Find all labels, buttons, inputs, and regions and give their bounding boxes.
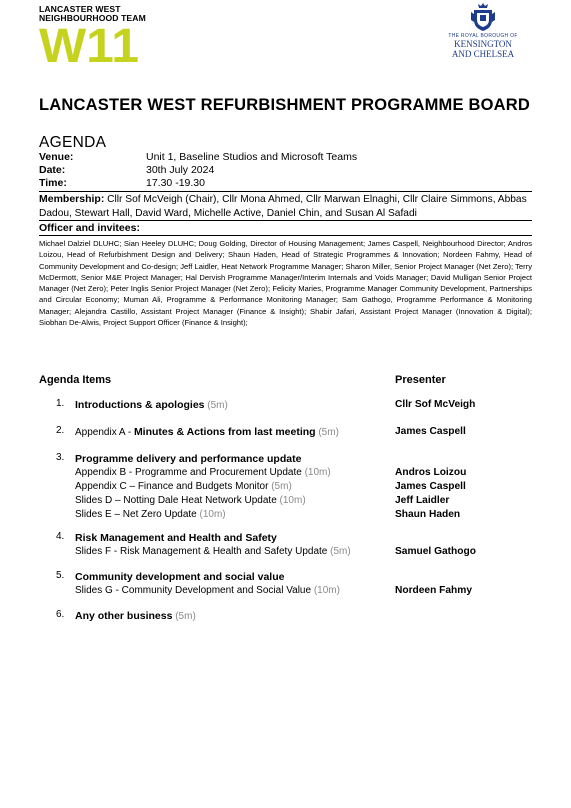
rbkc-name-line2: AND CHELSEA xyxy=(451,49,515,59)
w11-text: W11 xyxy=(39,25,139,65)
item-title: Any other business xyxy=(75,610,173,622)
sub-item-duration: (10m) xyxy=(301,467,331,478)
sub-item xyxy=(75,480,375,494)
membership-block xyxy=(39,193,532,220)
presenter-name: Shaun Haden xyxy=(395,509,461,520)
presenter-header: Presenter xyxy=(395,374,446,386)
agenda-items-header: Agenda Items xyxy=(39,374,112,386)
item-number: 5. xyxy=(56,570,65,581)
sub-item-duration: (5m) xyxy=(327,546,351,557)
item-presenters xyxy=(395,466,535,522)
presenter-name: Jeff Laidler xyxy=(395,495,450,506)
rbkc-logo xyxy=(448,2,518,66)
sub-item-text: Appendix C – Finance and Budgets Monitor xyxy=(75,481,269,492)
sub-item-text: Slides F - Risk Management & Health and Safety Update xyxy=(75,546,328,557)
presenter-name: Andros Loizou xyxy=(395,467,467,478)
sub-item-duration: (10m) xyxy=(276,495,306,506)
rbkc-name-line1: KENSINGTON xyxy=(454,39,512,49)
item-body xyxy=(75,425,375,440)
membership-label: Membership: xyxy=(39,193,105,205)
lancaster-west-logo xyxy=(39,5,159,65)
item-number: 2. xyxy=(56,425,65,436)
lw-logo-line2: NEIGHBOURHOOD TEAM xyxy=(39,13,146,23)
item-body xyxy=(75,398,375,413)
venue-row xyxy=(39,151,532,164)
item-presenters xyxy=(395,425,535,439)
date-value: 30th July 2024 xyxy=(146,164,215,176)
item-presenters xyxy=(395,545,535,559)
item-title: Risk Management and Health and Safety xyxy=(75,532,277,544)
sub-item xyxy=(75,584,375,598)
item-title: Community development and social value xyxy=(75,571,285,583)
presenter-name: Samuel Gathogo xyxy=(395,546,476,557)
item-body xyxy=(75,570,375,598)
date-label: Date: xyxy=(39,164,66,176)
rbkc-small-text: THE ROYAL BOROUGH OF xyxy=(448,33,518,39)
time-row xyxy=(39,177,532,190)
sub-item-text: Slides G - Community Development and Social Value xyxy=(75,585,312,596)
presenter-name: James Caspell xyxy=(395,426,466,437)
item-body xyxy=(75,531,375,559)
item-body xyxy=(75,452,375,522)
item-title: Minutes & Actions from last meeting xyxy=(133,426,316,438)
item-number: 1. xyxy=(56,398,65,409)
agenda-heading: AGENDA xyxy=(39,134,107,151)
sub-item-text: Appendix B - Programme and Procurement Update xyxy=(75,467,302,478)
sub-item-text: Slides E – Net Zero Update xyxy=(75,509,197,520)
date-row xyxy=(39,164,532,177)
item-duration: (5m) xyxy=(172,611,196,622)
item-body xyxy=(75,609,375,624)
presenter-name: James Caspell xyxy=(395,481,466,492)
presenter-name: Cllr Sof McVeigh xyxy=(395,399,476,410)
item-title: Introductions & apologies xyxy=(75,399,205,411)
item-title: Programme delivery and performance update xyxy=(75,453,302,465)
item-number: 3. xyxy=(56,452,65,463)
item-number: 4. xyxy=(56,531,65,542)
time-value: 17.30 -19.30 xyxy=(146,177,205,189)
sub-item xyxy=(75,545,375,559)
divider xyxy=(39,191,532,192)
sub-item xyxy=(75,466,375,480)
item-duration: (5m) xyxy=(204,400,228,411)
sub-item xyxy=(75,508,375,522)
divider xyxy=(39,235,532,236)
presenter-name: Nordeen Fahmy xyxy=(395,585,472,596)
lw-logo-line1: LANCASTER WEST xyxy=(39,4,121,14)
sub-item-duration: (10m) xyxy=(196,509,226,520)
time-label: Time: xyxy=(39,177,67,189)
venue-label: Venue: xyxy=(39,151,74,163)
item-presenters xyxy=(395,584,535,598)
officers-text: Michael Dalziel DLUHC; Sian Heeley DLUHC; Doug Golding, Director of Housing Management; James Caspell, Neighbourhood Director; Andros Loizou, Head of Refurbishment Design and Delivery; Shaun Haden, Head of Strategic Programmes & Innovation; Nordeen Fahmy, Head of Community Development and Co-design; Jeff Laidler, Heat Network Programme Manager; Sharon Miller, Senior Project Manager (Net Zero); Terry McDermott, Senior M&E Project Manager; Hal Dervish Programme Manager/Interim Internals and Voids Manager; David Mulligan Senior Project Manager (Net Zero); Peter Inglis Senior Project Manager (Net Zero); Felicity Maries, Programme Manager Community Development, Partnerships and Circular Economy; Muman Ali, Programme & Performance Monitoring Manager; Sam Gathogo, Programme Performance & Monitoring Manager; Alejandra Castillo, Assistant Project Manager (Finance & Insight); Shabir Jafari, Assistant Project Manager (Innovation & Digital); Siobhan De-Alwis, Project Support Officer (Finance & Insight); xyxy=(39,239,532,328)
item-duration: (5m) xyxy=(315,427,339,438)
item-presenters xyxy=(395,398,535,412)
venue-value: Unit 1, Baseline Studios and Microsoft Teams xyxy=(146,151,358,163)
sub-item xyxy=(75,494,375,508)
w11-logo-mark xyxy=(39,25,144,65)
sub-item-duration: (10m) xyxy=(311,585,340,596)
crest-icon xyxy=(470,2,496,32)
divider xyxy=(39,220,532,221)
membership-text: Cllr Sof McVeigh (Chair), Cllr Mona Ahmed, Cllr Marwan Elnaghi, Cllr Claire Simmons, Abbas Dadou, Stewart Hall, David Ward, Michelle Active, Daniel Chin, and Susan Al Safadi xyxy=(39,194,527,219)
sub-item-duration: (5m) xyxy=(268,481,292,492)
sub-item-text: Slides D – Notting Dale Heat Network Update xyxy=(75,495,277,506)
document-title: LANCASTER WEST REFURBISHMENT PROGRAMME BOARD xyxy=(39,96,530,114)
item-number: 6. xyxy=(56,609,65,620)
officers-label: Officer and invitees: xyxy=(39,222,140,234)
item-prefix: Appendix A - xyxy=(75,427,134,438)
